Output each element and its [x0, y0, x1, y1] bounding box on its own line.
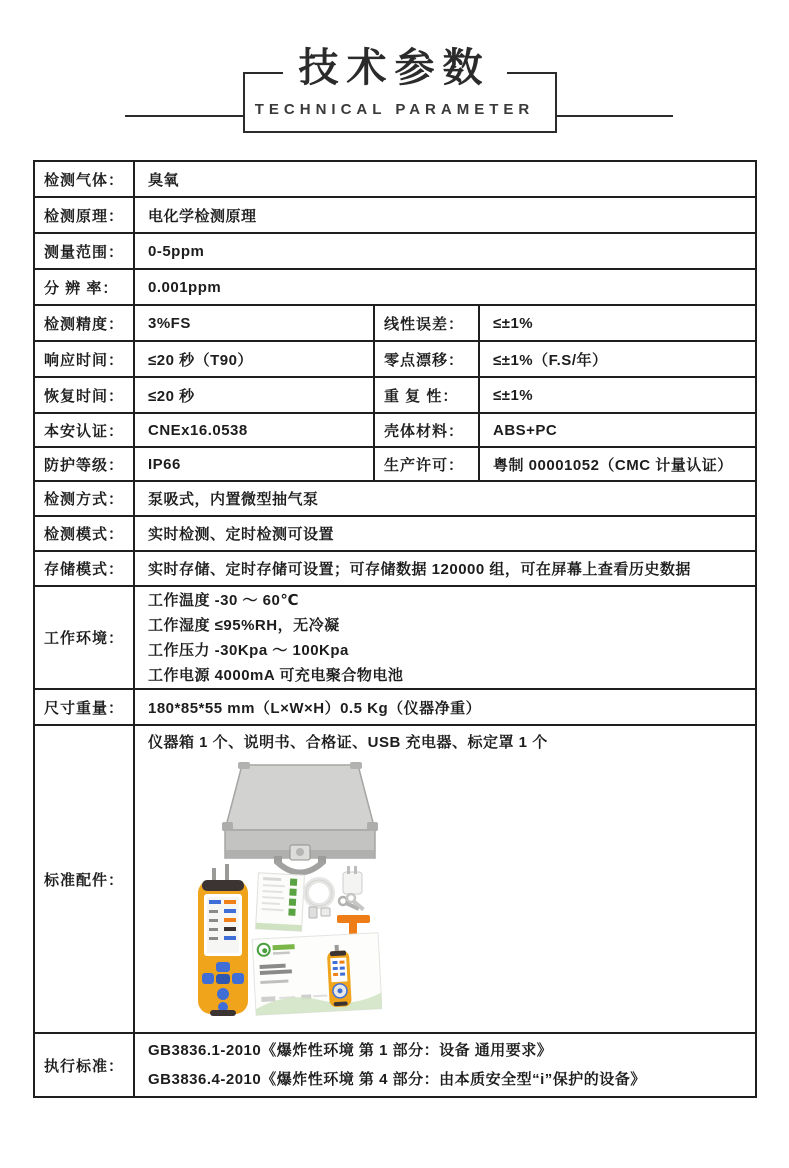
spec-value: [135, 587, 755, 688]
product-brochure: [252, 933, 382, 1015]
table-row-recovery-time: [35, 378, 755, 414]
table-row-environment: [35, 587, 755, 690]
spec-value: 实时检测、定时检测可设置: [148, 526, 335, 543]
spec-value: 0.001ppm: [148, 278, 222, 296]
spec-label: 重 复 性：: [375, 378, 480, 412]
table-row-accuracy: [35, 306, 755, 342]
spec-value: 180*85*55 mm（L×W×H）0.5 Kg（仪器净重）: [148, 699, 482, 717]
spec-label: 零点漂移：: [375, 342, 480, 376]
spec-label: 执行标准：: [35, 1034, 135, 1096]
spec-label: 检测方式：: [35, 482, 135, 515]
spec-value: 3%FS: [135, 306, 375, 340]
table-row-certification: [35, 414, 755, 448]
spec-value: CNEx16.0538: [135, 414, 375, 446]
spec-value: 粤制 00001052（CMC 计量认证）: [493, 456, 733, 474]
env-line: 工作压力 -30Kpa ～ 100Kpa: [148, 641, 349, 659]
standard-line: GB3836.1-2010《爆炸性环境 第 1 部分：设备 通用要求》: [148, 1042, 553, 1059]
table-row-accessories: [35, 726, 755, 1034]
spec-label: 检测精度：: [35, 306, 135, 340]
table-row-method: [35, 482, 755, 517]
brochure-detector-image: [327, 944, 352, 1007]
spec-label: 检测原理：: [35, 198, 135, 232]
spec-label: 壳体材料：: [375, 414, 480, 446]
spec-value: 实时存储、定时存储可设置；可存储数据 120000 组，可在屏幕上查看历史数据: [148, 561, 691, 578]
standard-line: GB3836.4-2010《爆炸性环境 第 4 部分：由本质安全型“i”保护的设备》: [148, 1071, 646, 1088]
spec-value: [135, 1034, 755, 1096]
spec-label: 分 辨 率：: [35, 270, 135, 304]
page-title: 技术参数: [0, 46, 789, 90]
spec-value: IP66: [135, 448, 375, 480]
spec-label: 测量范围：: [35, 234, 135, 268]
usb-cable: [306, 880, 332, 918]
aluminum-case: [222, 762, 378, 873]
spec-value: ≤20 秒（T90）: [135, 342, 375, 376]
spec-label: 尺寸重量：: [35, 690, 135, 724]
table-row-resolution: [35, 270, 755, 306]
table-row-gas: [35, 162, 755, 198]
table-row-principle: [35, 198, 755, 234]
table-row-standards: [35, 1034, 755, 1096]
table-row-response-time: [35, 342, 755, 378]
spec-table: [33, 160, 757, 1098]
spec-label: 标准配件：: [35, 726, 135, 1032]
table-row-protection: [35, 448, 755, 482]
product-kit-photo: [190, 760, 382, 1016]
spec-label: 恢复时间：: [35, 378, 135, 412]
manual-booklet: [256, 873, 305, 931]
table-row-mode: [35, 517, 755, 552]
spec-value: 臭氧: [148, 171, 180, 189]
spec-value: [135, 726, 755, 1032]
spec-label: 生产许可：: [375, 448, 480, 480]
spec-value: 电化学检测原理: [148, 207, 257, 225]
spec-label: 检测气体：: [35, 162, 135, 196]
spec-label: 检测模式：: [35, 517, 135, 550]
usb-charger: [343, 866, 362, 894]
spec-value: ≤±1%（F.S/年）: [493, 351, 608, 369]
spec-value: ≤±1%: [493, 314, 534, 332]
spec-value: ≤20 秒: [135, 378, 375, 412]
spec-value: ≤±1%: [493, 386, 534, 404]
table-row-storage: [35, 552, 755, 587]
page-subtitle: TECHNICAL PARAMETER: [254, 101, 535, 118]
spec-label: 存储模式：: [35, 552, 135, 585]
spec-label: 防护等级：: [35, 448, 135, 480]
table-row-dimensions: [35, 690, 755, 726]
spec-value: ABS+PC: [493, 421, 558, 439]
spec-label: 本安认证：: [35, 414, 135, 446]
gas-detector: [198, 864, 248, 1016]
env-line: 工作电源 4000mA 可充电聚合物电池: [148, 666, 404, 684]
spec-label: 工作环境：: [35, 587, 135, 688]
spec-label: 线性误差：: [375, 306, 480, 340]
env-line: 工作湿度 ≤95%RH，无冷凝: [148, 616, 340, 634]
keys: [339, 894, 365, 911]
accessories-text: 仪器箱 1 个、说明书、合格证、USB 充电器、标定罩 1 个: [148, 734, 548, 751]
spec-value: 泵吸式，内置微型抽气泵: [148, 491, 319, 508]
env-line: 工作温度 -30 ～ 60℃: [148, 591, 300, 609]
table-row-range: [35, 234, 755, 270]
spec-label: 响应时间：: [35, 342, 135, 376]
spec-value: 0-5ppm: [148, 242, 205, 260]
